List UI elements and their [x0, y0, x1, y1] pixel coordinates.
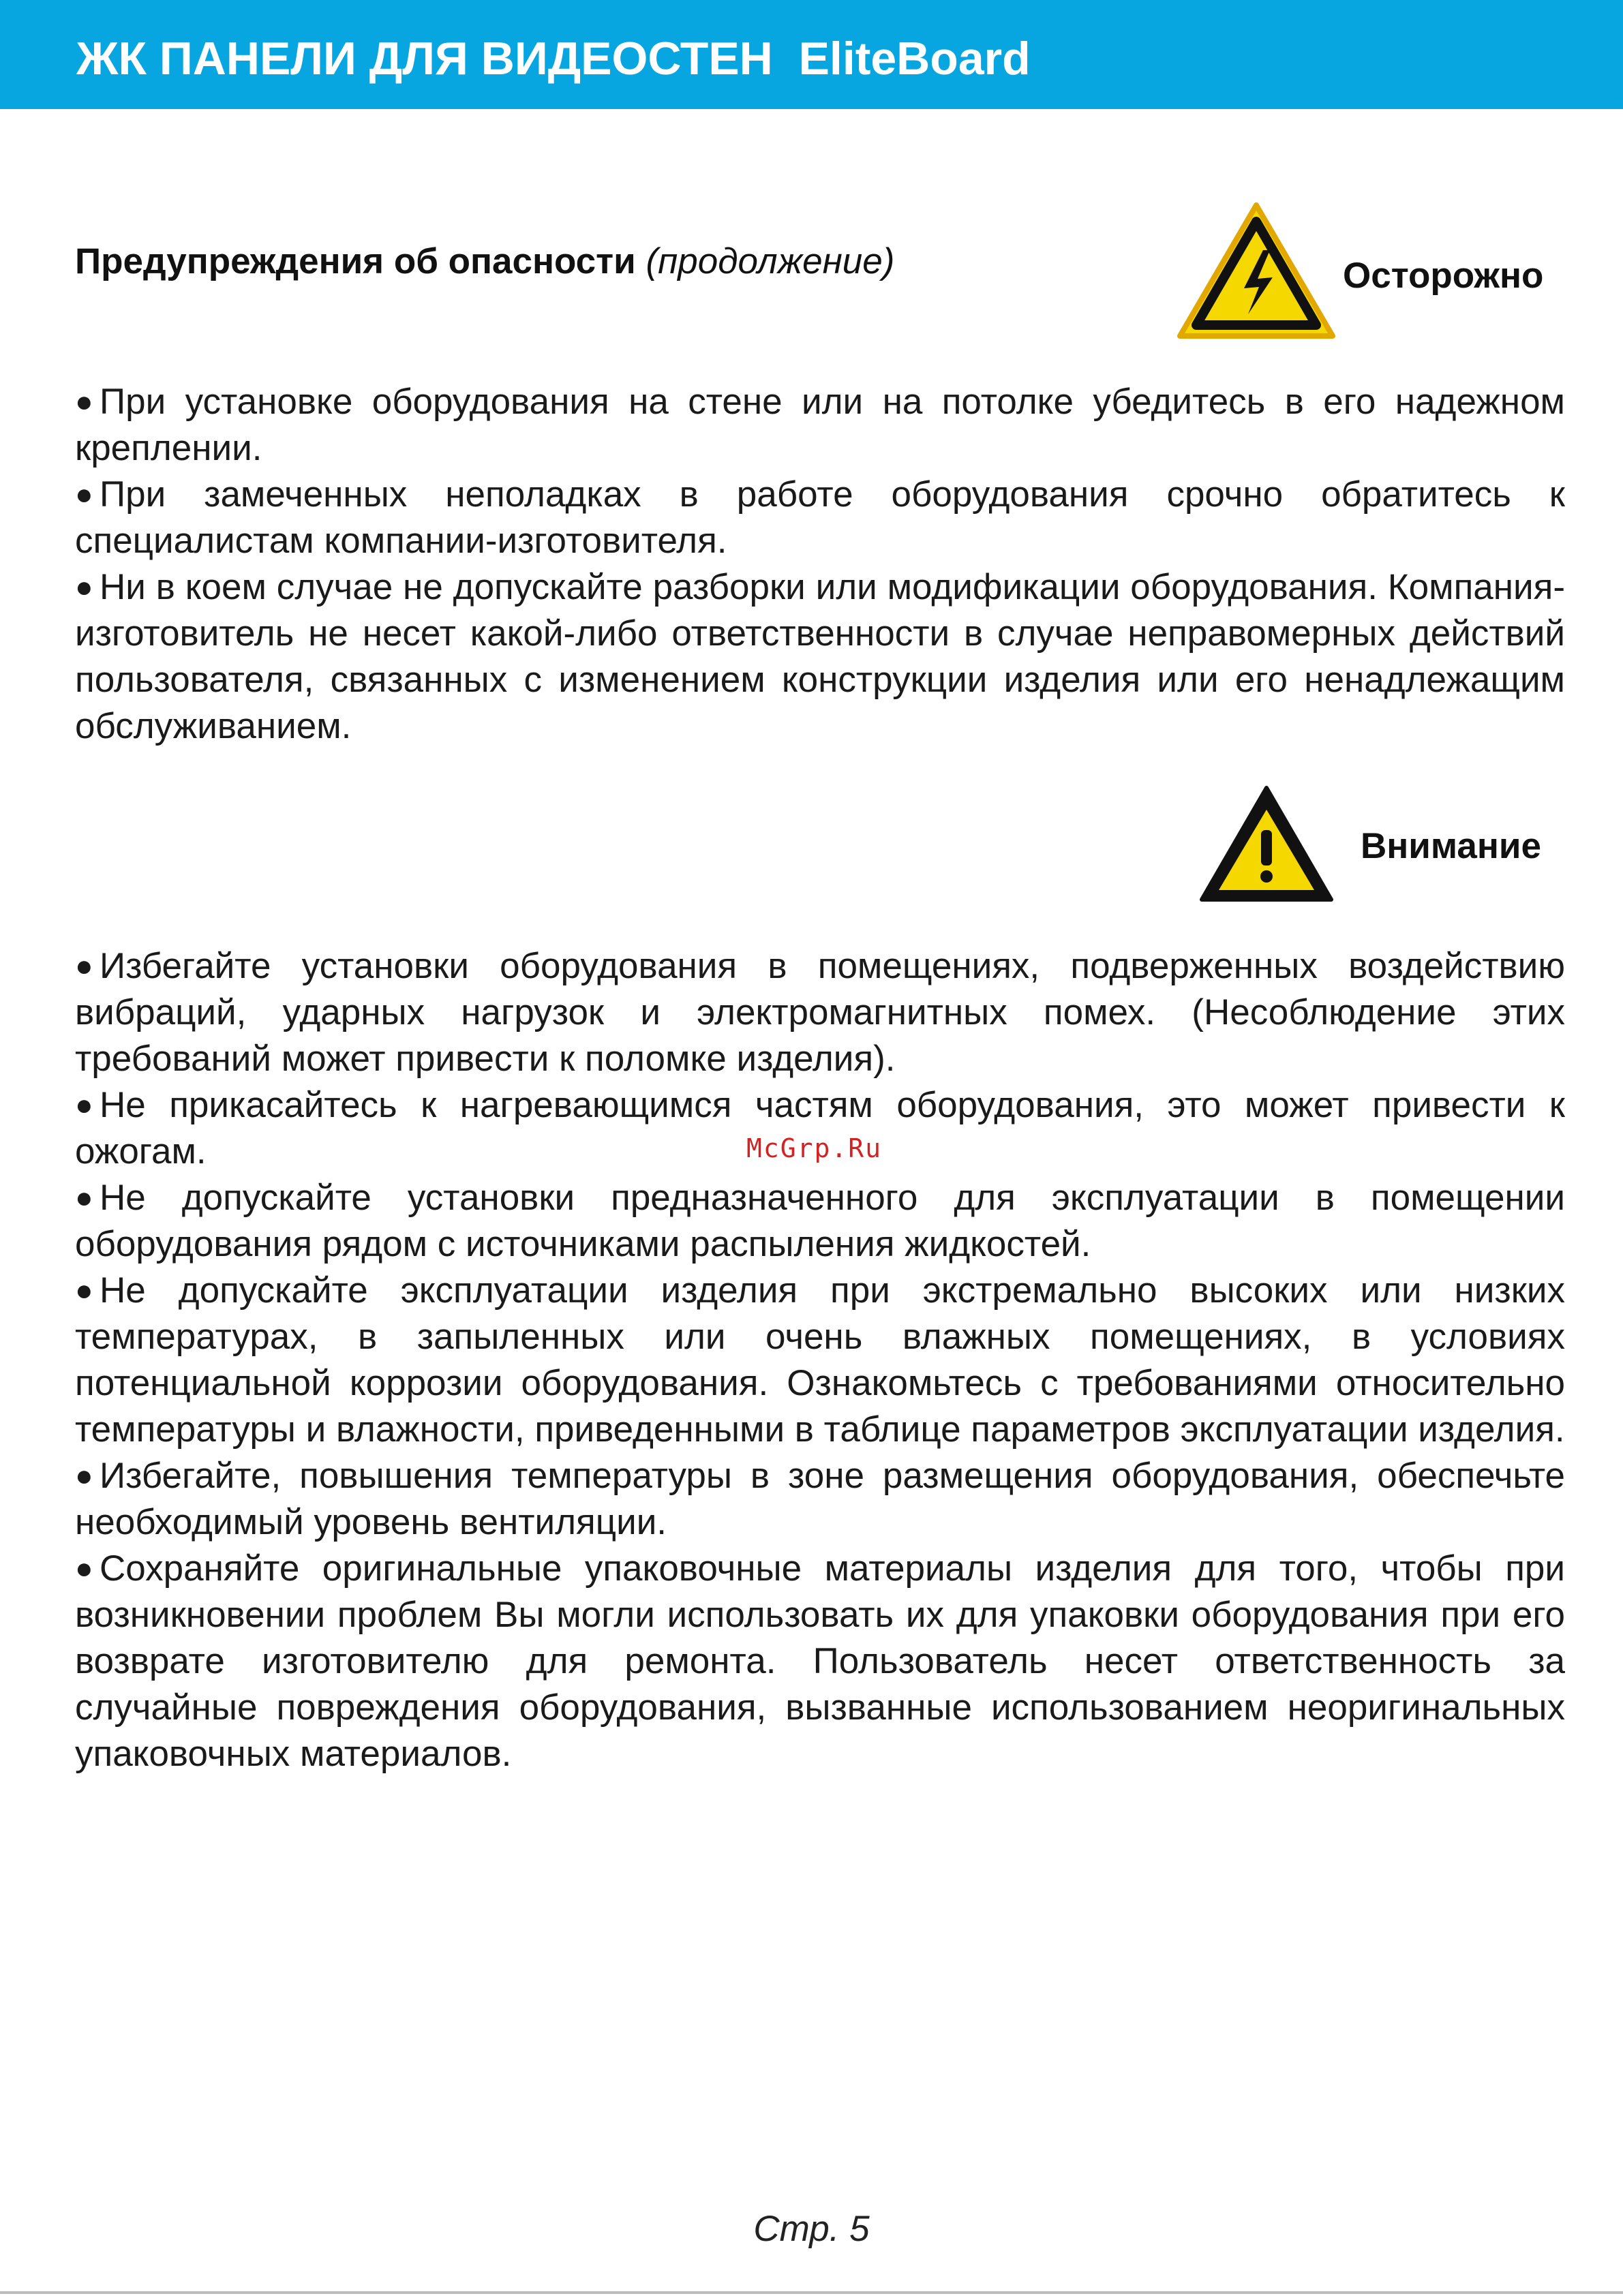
bullet-icon: ● — [75, 1459, 93, 1493]
list-item: ● Не допускайте установки предназначенного для эксплуатации в помещении оборудования рядом с источниками распыления жидкостей. — [75, 1175, 1565, 1268]
bullet-icon: ● — [75, 570, 93, 604]
bullet-icon: ● — [75, 385, 93, 418]
caution-list — [75, 379, 1565, 750]
high-voltage-warning-icon — [1176, 201, 1337, 341]
header-title: ЖК ПАНЕЛИ ДЛЯ ВИДЕОСТЕН EliteBoard — [76, 33, 1031, 85]
list-item: ● Ни в коем случае не допускайте разборки или модификации оборудования. Компания-изготовитель не несет какой-либо ответственности в случае неправомерных действий пользователя, связанных с изменением конструкции изделия или его ненадлежащим обслуживанием. — [75, 564, 1565, 750]
list-item: ● Избегайте установки оборудования в помещениях, подверженных воздействию вибраций, ударных нагрузок и электромагнитных помех. (Несоблюдение этих требований может привести к поломке изделия). — [75, 943, 1565, 1082]
list-item: ● Не прикасайтесь к нагревающимся частям оборудования, это может привести к ожогам. — [75, 1082, 1565, 1175]
list-item: ● Не допускайте эксплуатации изделия при экстремально высоких или низких температурах, в запыленных или очень влажных помещениях, в условиях потенциальной коррозии оборудования. Ознакомьтесь с требованиями относительно температуры и влажности, приведенными в таблице параметров эксплуатации изделия. — [75, 1268, 1565, 1453]
bullet-icon: ● — [75, 1274, 93, 1307]
bullet-icon: ● — [75, 949, 93, 983]
bullet-icon: ● — [75, 478, 93, 511]
bullet-icon: ● — [75, 1552, 93, 1585]
section-heading-continuation: (продолжение) — [646, 241, 895, 281]
section-heading — [75, 240, 894, 284]
bottom-divider — [0, 2291, 1623, 2294]
page-number: Стр. 5 — [753, 2209, 870, 2249]
exclamation-warning-icon — [1196, 782, 1337, 905]
section-heading-main: Предупреждения об опасности — [75, 241, 636, 281]
attention-list — [75, 943, 1565, 1777]
caution-label: Осторожно — [1343, 256, 1544, 296]
bullet-icon: ● — [75, 1088, 93, 1122]
attention-label: Внимание — [1361, 826, 1541, 866]
list-item: ● При установке оборудования на стене или на потолке убедитесь в его надежном креплении. — [75, 379, 1565, 472]
list-item: ● Сохраняйте оригинальные упаковочные материалы изделия для того, чтобы при возникновении проблем Вы могли использовать их для упаковки оборудования при его возврате изготовителю для ремонта. Пользователь несет ответственность за случайные повреждения оборудования, вызванные использованием неоригинальных упаковочных материалов. — [75, 1546, 1565, 1777]
bullet-icon: ● — [75, 1181, 93, 1214]
list-item: ● При замеченных неполадках в работе оборудования срочно обратитесь к специалистам компании-изготовителя. — [75, 472, 1565, 564]
list-item: ● Избегайте, повышения температуры в зоне размещения оборудования, обеспечьте необходимый уровень вентиляции. — [75, 1453, 1565, 1546]
watermark: McGrp.Ru — [746, 1133, 883, 1163]
header-bar — [0, 0, 1623, 109]
